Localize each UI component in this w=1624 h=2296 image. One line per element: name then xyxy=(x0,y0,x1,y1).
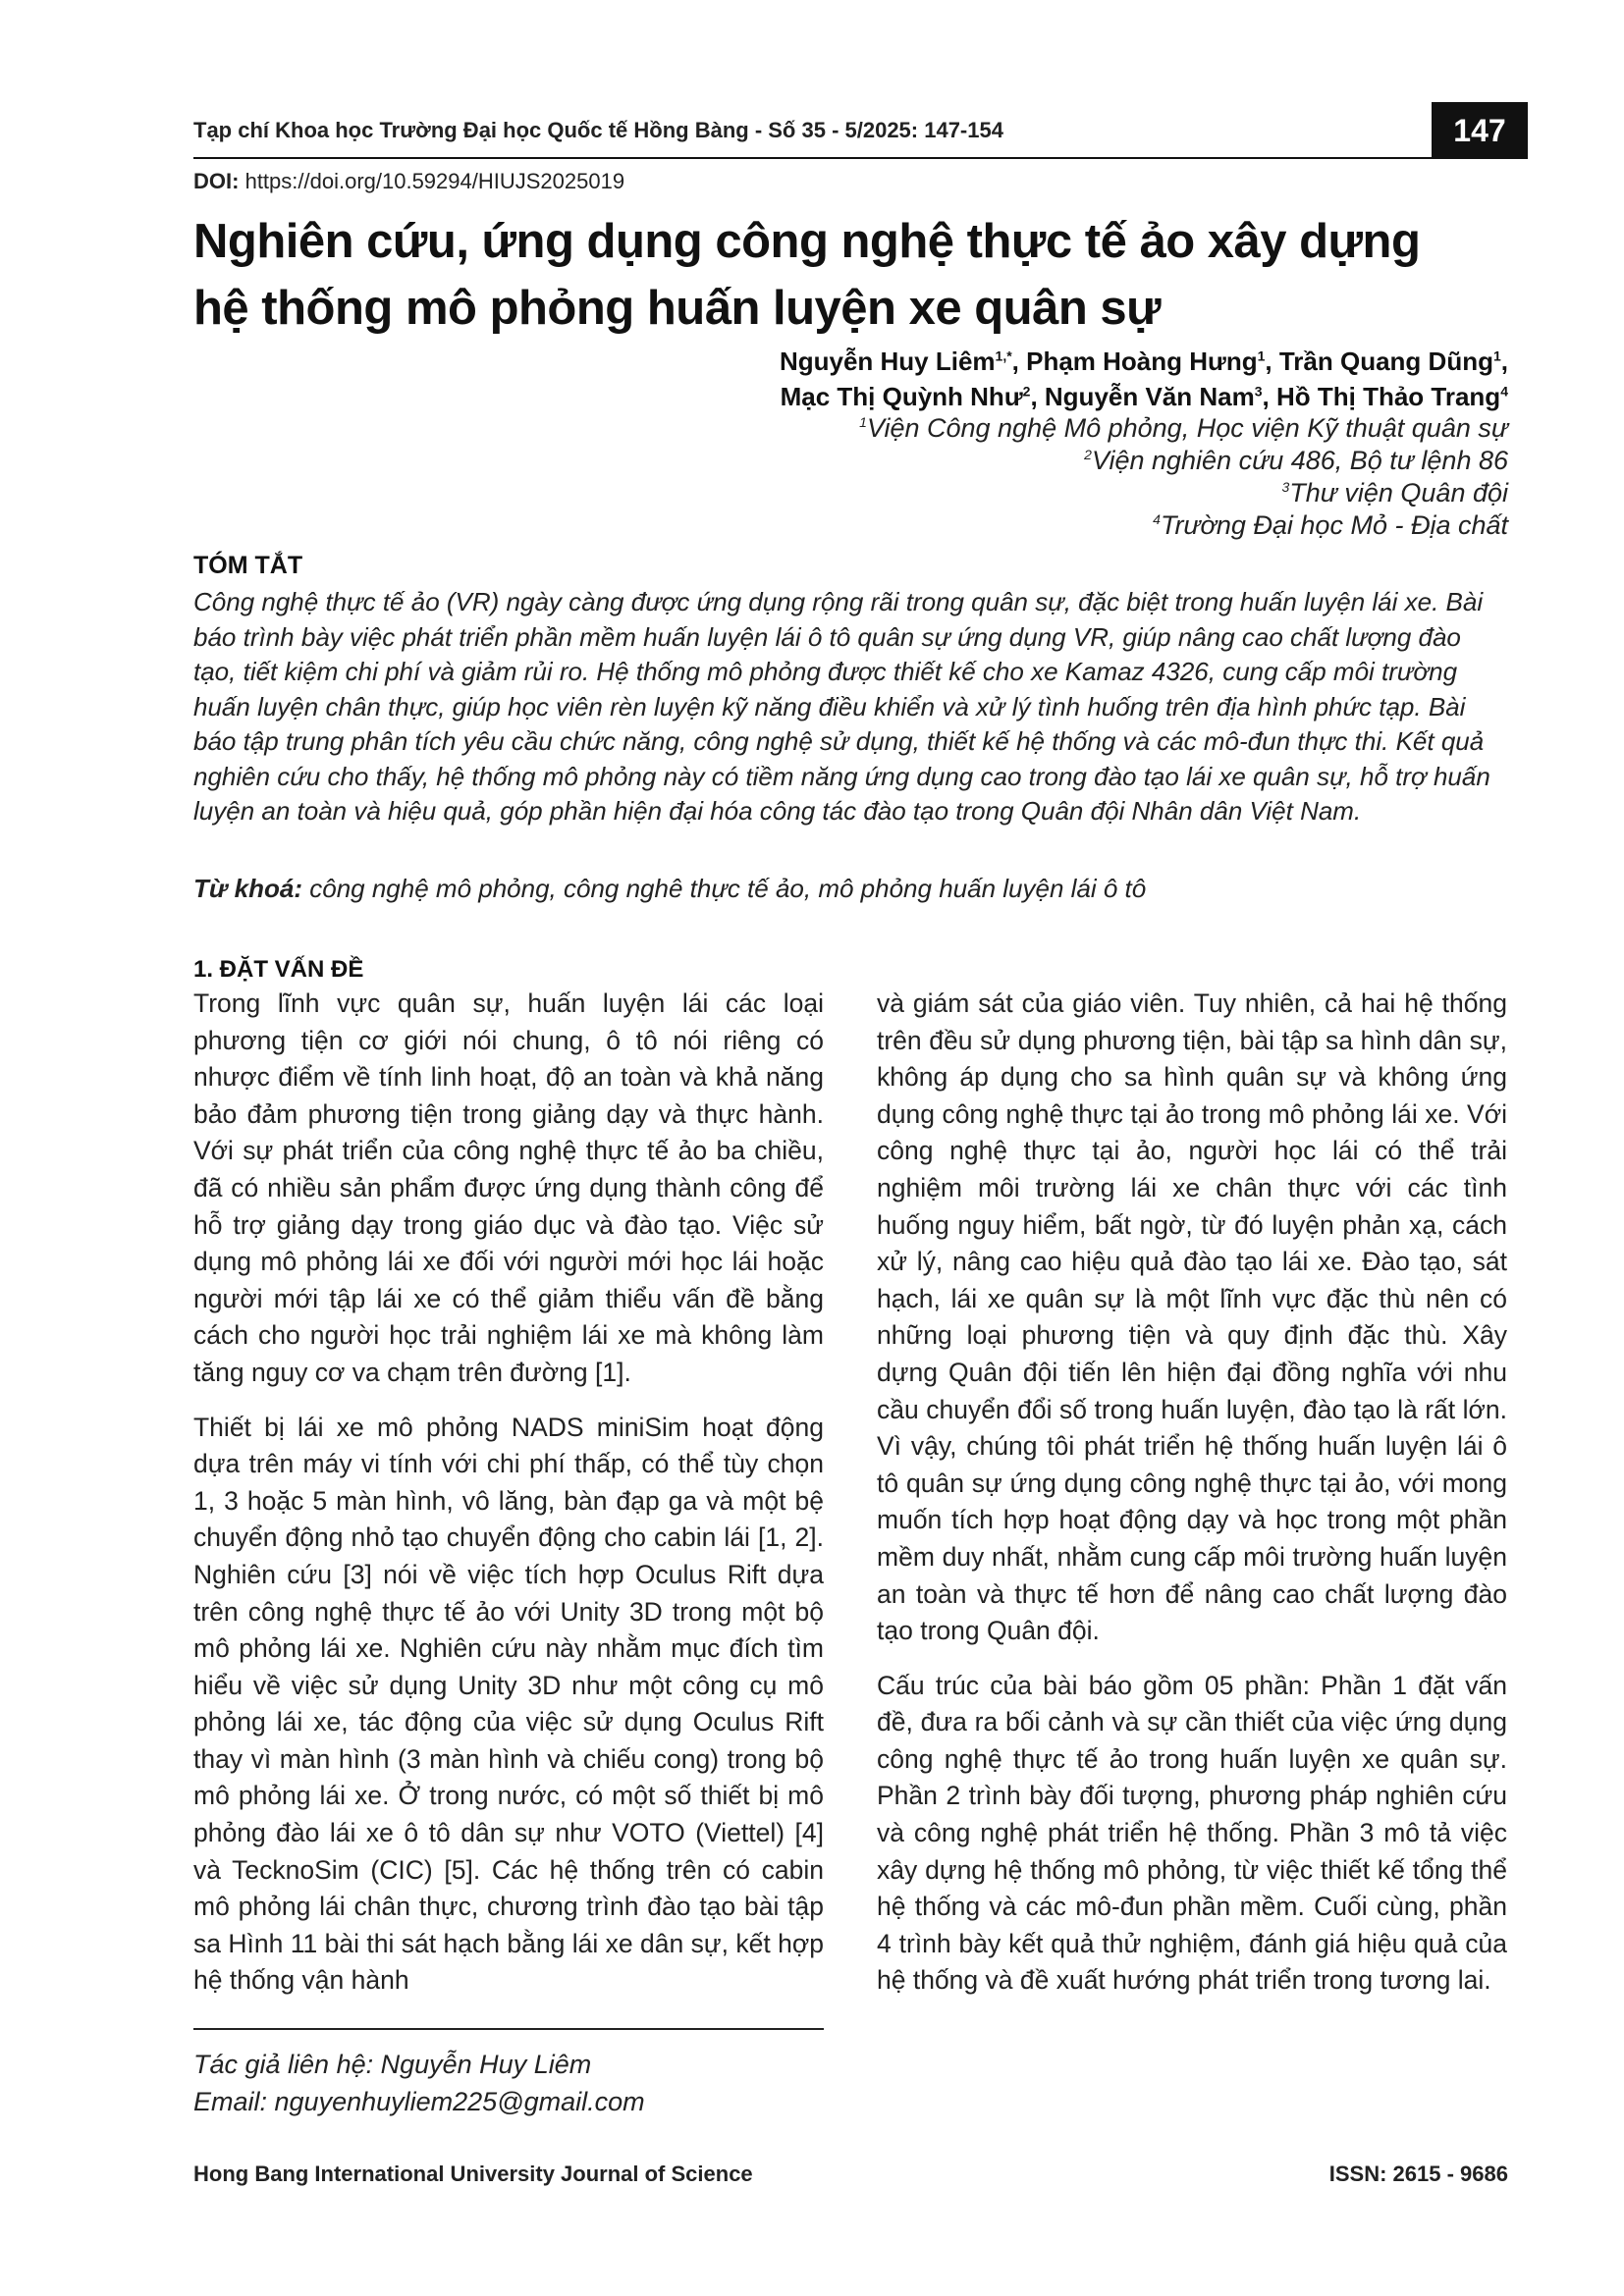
footer-issn: ISSN: 2615 - 9686 xyxy=(1328,2162,1508,2186)
affiliation-4 xyxy=(859,509,1508,542)
author-sup: 3 xyxy=(1254,383,1263,400)
paragraph: Cấu trúc của bài báo gồm 05 phần: Phần 1 đặt vấn đề, đưa ra bối cảnh và sự cần thiết của việc ứng dụng công nghệ thực tế ảo trong huấn luyện xe quân sự. Phần 2 trình bày đối tượng, phương pháp nghiên cứu và công nghệ phát triển hệ thống. Phần 3 mô tả việc xây dựng hệ thống mô phỏng, từ việc thiết kế tổng thể hệ thống và các mô-đun phần mềm. Cuối cùng, phần 4 trình bày kết quả thử nghiệm, đánh giá hiệu quả của hệ thống và đề xuất hướng phát triển trong tương lai. xyxy=(877,1670,1507,1996)
affiliation-text: Viện Công nghệ Mô phỏng, Học viện Kỹ thuật quân sự xyxy=(866,413,1508,443)
author-name: Nguyễn Huy Liêm xyxy=(779,347,996,376)
author-line-1 xyxy=(780,344,1508,379)
affiliation-sup: 2 xyxy=(1084,447,1092,462)
affiliation-3 xyxy=(859,477,1508,509)
page-number: 147 xyxy=(1432,102,1528,159)
keywords-text: công nghệ mô phỏng, công nghê thực tế ảo, mô phỏng huấn luyện lái ô tô xyxy=(302,874,1147,903)
footer-journal: Hong Bang International University Journal of Science xyxy=(193,2162,753,2186)
author-name: , Hồ Thị Thảo Trang xyxy=(1262,382,1501,411)
affiliation-sup: 4 xyxy=(1153,511,1161,527)
doi xyxy=(193,169,624,194)
author-sup: 4 xyxy=(1500,383,1508,400)
header-rule xyxy=(193,157,1433,159)
author-sup: 1,* xyxy=(995,347,1012,364)
author-line-2 xyxy=(780,379,1508,414)
keywords-label: Từ khoá: xyxy=(193,874,303,903)
doi-label: DOI: xyxy=(193,169,240,193)
author-name: , Phạm Hoàng Hưng xyxy=(1011,347,1258,376)
affiliation-text: Viện nghiên cứu 486, Bộ tư lệnh 86 xyxy=(1091,446,1508,475)
paper-title xyxy=(193,208,1509,342)
title-line-1: Nghiên cứu, ứng dụng công nghệ thực tế ảo xây dựng xyxy=(193,215,1421,268)
author-sup: 1 xyxy=(1257,347,1266,364)
section-heading: 1. ĐẶT VẤN ĐỀ xyxy=(193,956,364,983)
author-name: Mạc Thị Quỳnh Như xyxy=(780,382,1023,411)
left-column xyxy=(193,986,824,2017)
author-sep: , xyxy=(1500,347,1508,376)
title-line-2: hệ thống mô phỏng huấn luyện xe quân sự xyxy=(193,282,1162,335)
affiliation-sup: 1 xyxy=(859,414,867,430)
affiliation-1 xyxy=(859,412,1508,445)
footnote xyxy=(193,2046,645,2120)
author-email[interactable]: Email: nguyenhuyliem225@gmail.com xyxy=(193,2087,645,2116)
doi-link[interactable]: https://doi.org/10.59294/HIUJS2025019 xyxy=(244,169,625,193)
keywords xyxy=(193,874,1509,904)
paragraph: Trong lĩnh vực quân sự, huấn luyện lái các loại phương tiện cơ giới nói chung, ô tô nói riêng có nhược điểm về tính linh hoạt, độ an toàn và khả năng bảo đảm phương tiện trong giảng dạy và thực hành. Với sự phát triển của công nghệ thực tế ảo ba chiều, đã có nhiều sản phẩm được ứng dụng thành công để hỗ trợ giảng dạy trong giáo dục và đào tạo. Việc sử dụng mô phỏng lái xe đối với người mới học lái hoặc người mới tập lái xe có thể giảm thiểu vấn đề bằng cách cho người học trải nghiệm lái xe mà không làm tăng nguy cơ va chạm trên đường [1]. xyxy=(193,988,824,1387)
affiliation-sup: 3 xyxy=(1281,479,1290,495)
affiliation-text: Thư viện Quân đội xyxy=(1289,478,1508,507)
journal-header: Tạp chí Khoa học Trường Đại học Quốc tế Hồng Bàng - Số 35 - 5/2025: 147-154 xyxy=(193,118,1003,142)
paragraph: Thiết bị lái xe mô phỏng NADS miniSim hoạt động dựa trên máy vi tính với chi phí thấp, có thể tùy chọn 1, 3 hoặc 5 màn hình, vô lăng, bàn đạp ga và một bệ chuyển động nhỏ tạo chuyển động cho cabin lái [1, 2]. Nghiên cứu [3] nói về việc tích hợp Oculus Rift dựa trên công nghệ thực tế ảo với Unity 3D trong một bộ mô phỏng lái xe. Nghiên cứu này nhằm mục đích tìm hiểu về việc sử dụng Unity 3D như một công cụ mô phỏng lái xe, tác động của việc sử dụng Oculus Rift thay vì màn hình (3 màn hình và chiếu cong) trong bộ mô phỏng lái xe. Ở trong nước, có một số thiết bị mô phỏng đào lái xe ô tô dân sự như VOTO (Viettel) [4] và TecknoSim (CIC) [5]. Các hệ thống trên có cabin mô phỏng lái chân thực, chương trình đào tạo bài tập sa Hình 11 bài thi sát hạch bằng lái xe dân sự, kết hợp hệ thống vận hành xyxy=(193,1412,824,1996)
affiliation-2 xyxy=(859,445,1508,477)
corresponding-author: Tác giả liên hệ: Nguyễn Huy Liêm xyxy=(193,2050,592,2079)
author-name: , Trần Quang Dũng xyxy=(1265,347,1493,376)
abstract-heading: TÓM TẮT xyxy=(193,552,303,579)
affiliations xyxy=(859,412,1508,542)
affiliation-text: Trường Đại học Mỏ - Địa chất xyxy=(1160,510,1508,540)
author-sup: 2 xyxy=(1022,383,1031,400)
footnote-rule xyxy=(193,2028,824,2030)
right-column xyxy=(877,986,1507,2017)
author-sup: 1 xyxy=(1492,347,1501,364)
author-name: , Nguyễn Văn Nam xyxy=(1030,382,1255,411)
author-list xyxy=(780,344,1508,414)
paragraph: và giám sát của giáo viên. Tuy nhiên, cả hai hệ thống trên đều sử dụng phương tiện, bài tập sa hình dân sự, không áp dụng cho sa hình quân sự và không ứng dụng công nghệ thực tại ảo trong mô phỏng lái xe. Với công nghệ thực tại ảo, người học lái có thể trải nghiệm môi trường lái xe chân thực với các tình huống nguy hiểm, bất ngờ, từ đó luyện phản xạ, cách xử lý, nâng cao hiệu quả đào tạo lái xe. Đào tạo, sát hạch, lái xe quân sự là một lĩnh vực đặc thù nên có những loại phương tiện và quy định đặc thù. Xây dựng Quân đội tiến lên hiện đại đồng nghĩa với nhu cầu chuyển đổi số trong huấn luyện, đào tạo là rất lớn. Vì vậy, chúng tôi phát triển hệ thống huấn luyện lái ô tô quân sự ứng dụng công nghệ thực tại ảo, với mong muốn tích hợp hoạt động dạy và học trong một phần mềm duy nhất, nhằm cung cấp môi trường huấn luyện an toàn và thực tế hơn để nâng cao chất lượng đào tạo trong Quân đội. xyxy=(877,988,1507,1646)
abstract-text: Công nghệ thực tế ảo (VR) ngày càng được ứng dụng rộng rãi trong quân sự, đặc biệt trong huấn luyện lái xe. Bài báo trình bày việc phát triển phần mềm huấn luyện lái ô tô quân sự ứng dụng VR, giúp nâng cao chất lượng đào tạo, tiết kiệm chi phí và giảm rủi ro. Hệ thống mô phỏng được thiết kế cho xe Kamaz 4326, cung cấp môi trường huấn luyện chân thực, giúp học viên rèn luyện kỹ năng điều khiển và xử lý tình huống trên địa hình phức tạp. Bài báo tập trung phân tích yêu cầu chức năng, công nghệ sử dụng, thiết kế hệ thống và các mô-đun thực thi. Kết quả nghiên cứu cho thấy, hệ thống mô phỏng này có tiềm năng ứng dụng cao trong đào tạo lái xe quân sự, hỗ trợ huấn luyện an toàn và hiệu quả, góp phần hiện đại hóa công tác đào tạo trong Quân đội Nhân dân Việt Nam. xyxy=(193,587,1490,826)
